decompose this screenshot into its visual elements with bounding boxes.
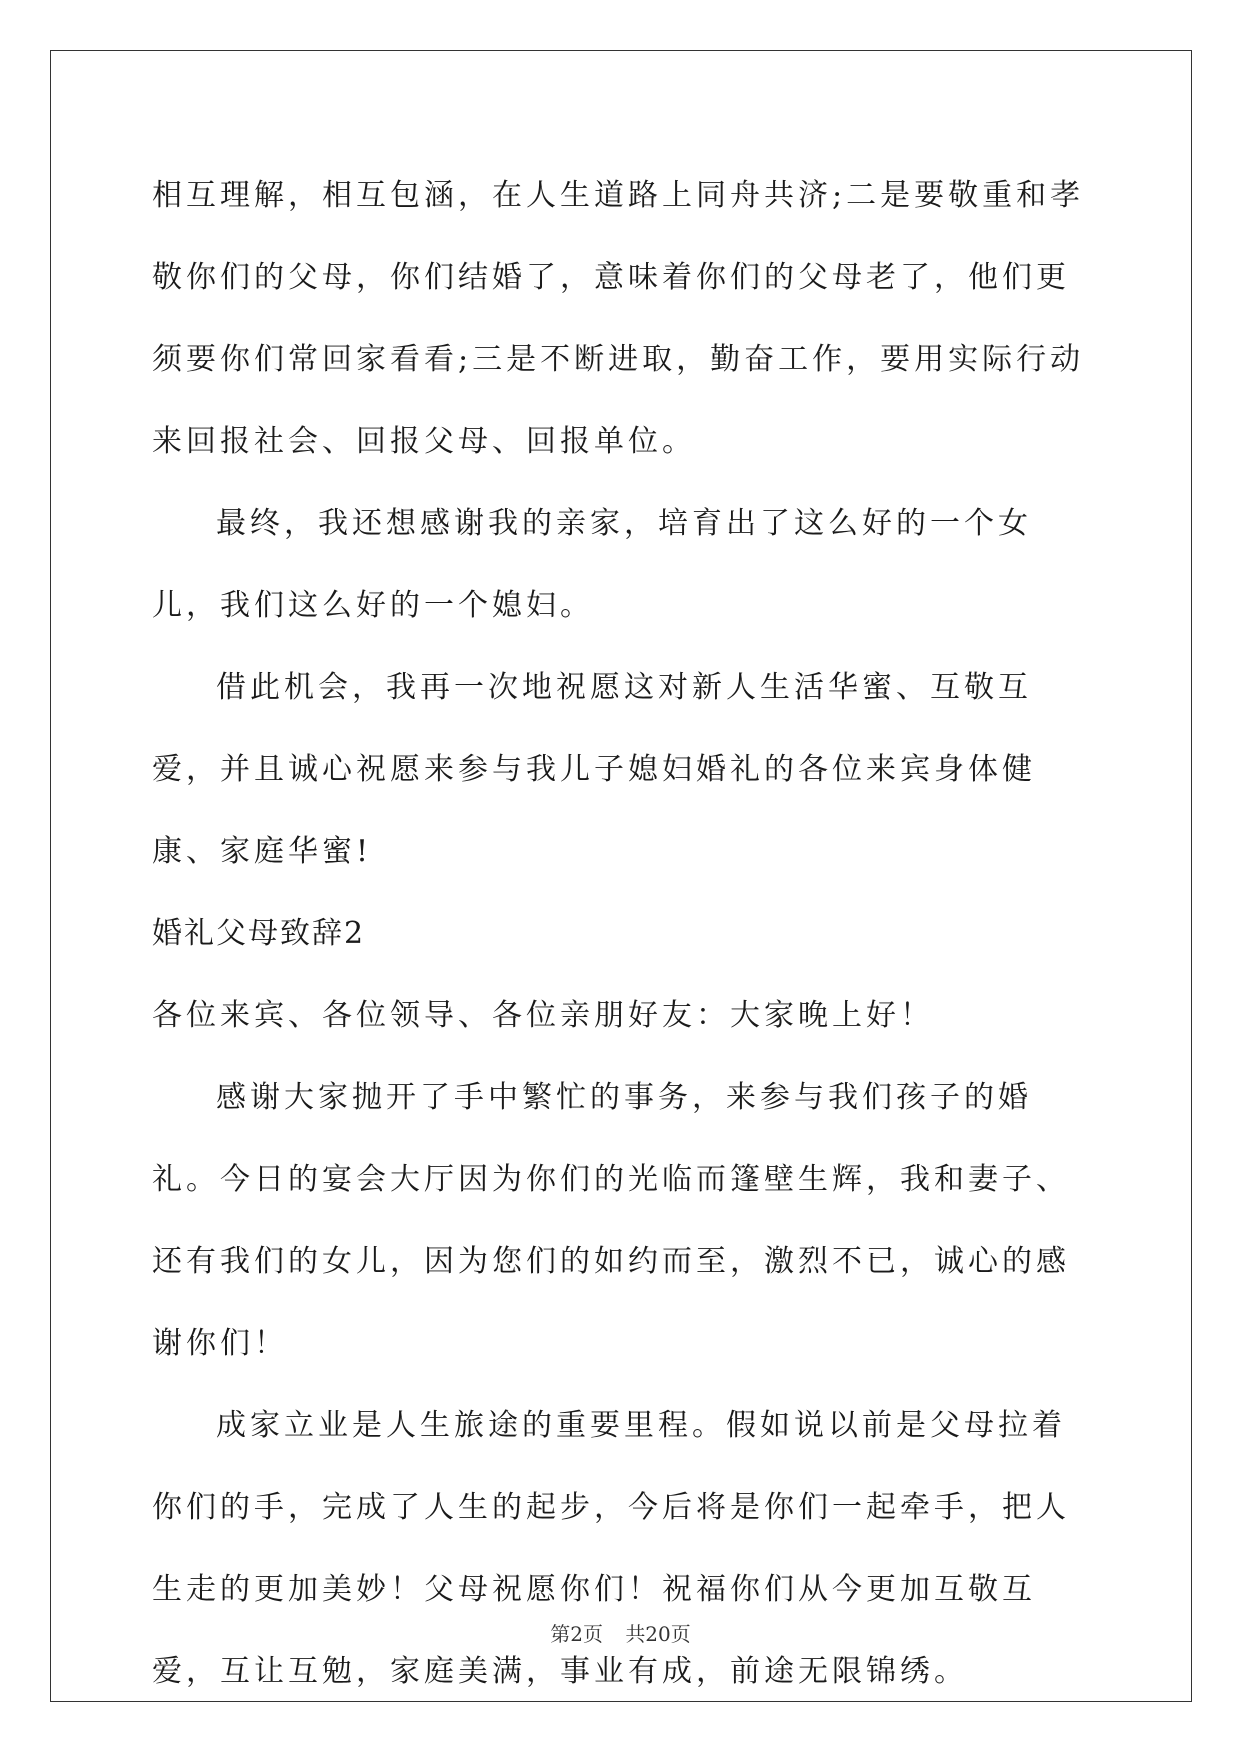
document-body xyxy=(152,155,1092,1713)
page-number: 第2页 xyxy=(550,1622,603,1646)
paragraph-5: 成家立业是人生旅途的重要里程。假如说以前是父母拉着你们的手，完成了人生的起步，今后将是你们一起牵手，把人生走的更加美妙！父母祝愿你们！祝福你们从今更加互敬互爱，互让互勉，家庭美满，事业有成，前途无限锦绣。 xyxy=(152,1408,1070,1689)
salutation: 各位来宾、各位领导、各位亲朋好友：大家晚上好！ xyxy=(152,998,934,1033)
section-heading: 婚礼父母致辞2 xyxy=(152,916,366,951)
paragraph-4: 感谢大家抛开了手中繁忙的事务，来参与我们孩子的婚礼。今日的宴会大厅因为你们的光临而篷壁生辉，我和妻子、还有我们的女儿，因为您们的如约而至，激烈不已，诚心的感谢你们！ xyxy=(152,1080,1070,1361)
paragraph-3: 借此机会，我再一次地祝愿这对新人生活华蜜、互敬互爱，并且诚心祝愿来参与我儿子媳妇婚礼的各位来宾身体健康、家庭华蜜! xyxy=(152,670,1036,869)
page-footer xyxy=(0,1618,1241,1647)
paragraph-1: 相互理解，相互包涵，在人生道路上同舟共济;二是要敬重和孝敬你们的父母，你们结婚了，意味着你们的父母老了，他们更须要你们常回家看看;三是不断进取，勤奋工作，要用实际行动来回报社会、回报父母、回报单位。 xyxy=(152,178,1085,459)
paragraph-2: 最终，我还想感谢我的亲家，培育出了这么好的一个女儿，我们这么好的一个媳妇。 xyxy=(152,506,1032,623)
page-total: 共20页 xyxy=(625,1622,691,1646)
